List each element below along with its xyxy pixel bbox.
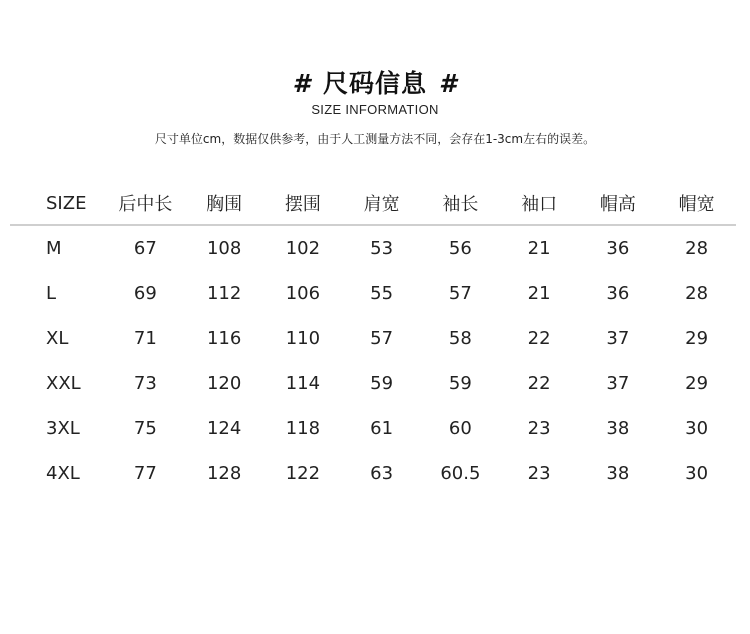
column-header: 袖长: [421, 182, 500, 225]
table-cell: 30: [685, 463, 709, 484]
table-row: [10, 225, 736, 271]
hash-right: #: [439, 69, 458, 98]
table-cell: 36: [606, 283, 630, 304]
table-cell: 38: [606, 418, 630, 439]
table-row: [10, 451, 736, 496]
table-cell: 59: [448, 373, 472, 394]
table-cell: 106: [285, 283, 321, 304]
table-cell: 60.5: [440, 463, 481, 484]
table-cell: 116: [206, 328, 242, 349]
table-cell: 29: [685, 373, 709, 394]
title-text: 尺码信息: [322, 69, 427, 98]
table-cell: 108: [206, 238, 242, 259]
table-cell: 53: [370, 238, 394, 259]
page-subtitle: SIZE INFORMATION: [311, 102, 439, 117]
table-cell: 60: [448, 418, 472, 439]
table-cell: XXL: [46, 373, 81, 394]
table-cell: 67: [133, 238, 157, 259]
table-cell: 36: [606, 238, 630, 259]
table-cell: 28: [685, 238, 709, 259]
table-cell: 37: [606, 373, 630, 394]
table-cell: XL: [46, 328, 69, 349]
table-cell: 71: [133, 328, 157, 349]
table-cell: 102: [285, 238, 321, 259]
measurement-note: 尺寸单位cm，数据仅供参考，由于人工测量方法不同，会存在1-3cm左右的误差。: [154, 132, 596, 146]
table-cell: 128: [206, 463, 242, 484]
table-row: [10, 271, 736, 316]
table-cell: 3XL: [46, 418, 80, 439]
table-cell: 23: [527, 463, 551, 484]
table-cell: 21: [527, 238, 551, 259]
column-header: 帽宽: [657, 182, 736, 225]
table-cell: 28: [685, 283, 709, 304]
table-cell: 30: [685, 418, 709, 439]
page-title: [0, 64, 750, 100]
table-row: [10, 316, 736, 361]
table-cell: 22: [527, 373, 551, 394]
table-cell: 37: [606, 328, 630, 349]
column-header: 帽高: [579, 182, 658, 225]
table-row: [10, 406, 736, 451]
table-cell: 61: [370, 418, 394, 439]
column-header: 肩宽: [342, 182, 421, 225]
table-cell: 22: [527, 328, 551, 349]
table-cell: 122: [285, 463, 321, 484]
table-cell: 63: [370, 463, 394, 484]
size-table: [10, 182, 736, 496]
table-cell: 56: [448, 238, 472, 259]
table-cell: 124: [206, 418, 242, 439]
table-cell: 75: [133, 418, 157, 439]
table-cell: L: [46, 283, 57, 304]
table-cell: 55: [370, 283, 394, 304]
table-cell: 57: [370, 328, 394, 349]
table-cell: M: [46, 238, 62, 259]
table-cell: 110: [285, 328, 321, 349]
table-cell: 59: [370, 373, 394, 394]
table-cell: 21: [527, 283, 551, 304]
table-cell: 69: [133, 283, 157, 304]
table-row: [10, 361, 736, 406]
column-header: 袖口: [500, 182, 579, 225]
table-cell: 73: [133, 373, 157, 394]
hash-left: #: [292, 69, 311, 98]
table-cell: 57: [448, 283, 472, 304]
column-header: SIZE: [10, 182, 106, 225]
table-cell: 29: [685, 328, 709, 349]
table-cell: 114: [285, 373, 321, 394]
table-cell: 4XL: [46, 463, 80, 484]
column-header: 摆围: [264, 182, 343, 225]
table-header-row: [10, 182, 736, 225]
table-cell: 77: [133, 463, 157, 484]
table-cell: 38: [606, 463, 630, 484]
table-cell: 118: [285, 418, 321, 439]
table-cell: 58: [448, 328, 472, 349]
table-cell: 120: [206, 373, 242, 394]
column-header: 后中长: [106, 182, 185, 225]
table-cell: 112: [206, 283, 242, 304]
table-cell: 23: [527, 418, 551, 439]
column-header: 胸围: [185, 182, 264, 225]
